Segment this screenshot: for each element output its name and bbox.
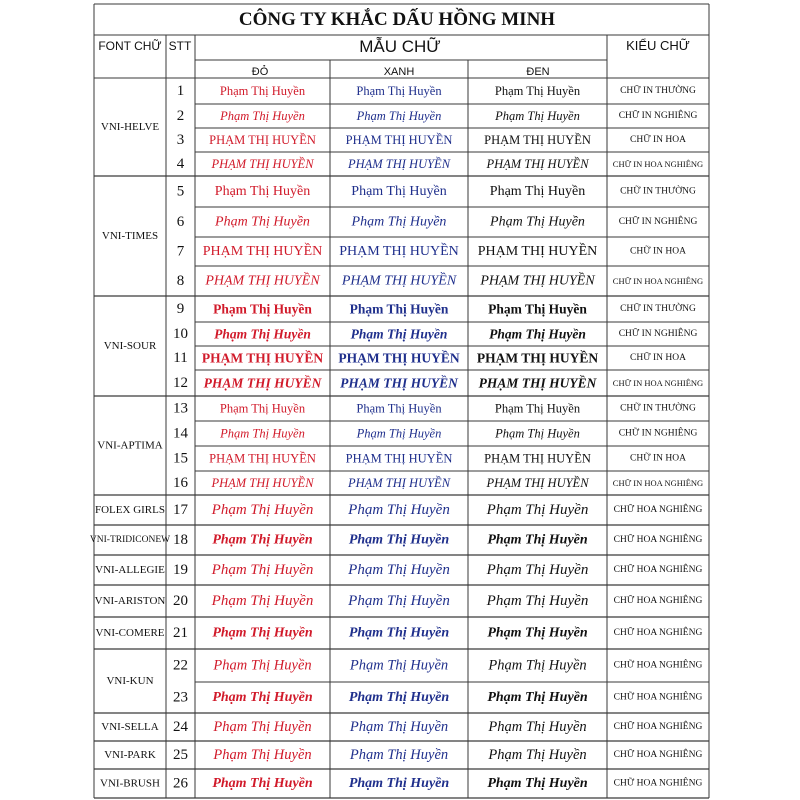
sample-blue: Phạm Thị Huyền xyxy=(349,747,449,763)
sample-red: Phạm Thị Huyền xyxy=(212,532,313,548)
sample-blue: Phạm Thị Huyền xyxy=(356,401,442,416)
font-name: VNI-SELLA xyxy=(101,721,159,733)
sample-blue: PHẠM THỊ HUYỀN xyxy=(347,157,451,171)
row-number: 12 xyxy=(173,375,188,391)
style-label: CHỮ IN HOA NGHIÊNG xyxy=(612,159,704,169)
sample-red: PHẠM THỊ HUYỀN xyxy=(211,476,314,490)
sample-black: Phạm Thị Huyền xyxy=(486,502,589,518)
row-number: 6 xyxy=(176,214,185,230)
row-number: 1 xyxy=(176,83,185,99)
sample-blue: Phạm Thị Huyền xyxy=(348,593,450,609)
sample-black: Phạm Thị Huyền xyxy=(487,532,588,548)
header-font: FONT CHỮ xyxy=(98,39,162,53)
style-label: CHỮ HOA NGHIÊNG xyxy=(613,778,703,789)
header-style: KIỂU CHỮ xyxy=(626,38,690,53)
style-label: CHỮ IN THƯỜNG xyxy=(620,304,696,314)
sample-black: Phạm Thị Huyền xyxy=(487,625,588,641)
sample-black: Phạm Thị Huyền xyxy=(486,562,589,578)
sample-blue: Phạm Thị Huyền xyxy=(356,84,442,98)
row-number: 10 xyxy=(173,326,188,342)
sample-blue: Phạm Thị Huyền xyxy=(349,657,449,674)
sample-black: Phạm Thị Huyền xyxy=(487,690,588,705)
style-label: CHỮ IN HOA xyxy=(630,246,686,257)
sample-blue: Phạm Thị Huyền xyxy=(349,301,449,317)
sample-red: Phạm Thị Huyền xyxy=(220,426,305,441)
style-label: CHỮ IN HOA xyxy=(630,135,686,145)
font-name: VNI-TRIDICONEW xyxy=(89,535,171,545)
header-black: ĐEN xyxy=(526,66,550,78)
sample-black: Phạm Thị Huyền xyxy=(489,184,586,199)
sample-red: Phạm Thị Huyền xyxy=(211,502,314,518)
sample-black: Phạm Thị Huyền xyxy=(495,109,580,123)
style-label: CHỮ IN NGHIÊNG xyxy=(618,111,698,121)
style-label: CHỮ HOA NGHIÊNG xyxy=(613,722,703,732)
sample-blue: PHẠM THỊ HUYỀN xyxy=(345,451,453,466)
row-number: 22 xyxy=(173,657,188,674)
style-label: CHỮ HOA NGHIÊNG xyxy=(613,628,703,638)
sample-red: PHẠM THỊ HUYỀN xyxy=(209,451,316,466)
sample-red: PHẠM THỊ HUYỀN xyxy=(209,133,316,147)
sample-black: Phạm Thị Huyền xyxy=(488,301,587,317)
style-label: CHỮ HOA NGHIÊNG xyxy=(613,565,703,575)
font-name: VNI-ALLEGIE xyxy=(95,564,165,576)
sample-red: PHẠM THỊ HUYỀN xyxy=(205,273,320,289)
sample-blue: Phạm Thị Huyền xyxy=(351,214,447,230)
sample-black: Phạm Thị Huyền xyxy=(488,657,587,674)
row-number: 2 xyxy=(176,108,185,124)
company-title: CÔNG TY KHẮC DẤU HỒNG MINH xyxy=(238,9,556,30)
row-number: 8 xyxy=(176,273,185,289)
style-label: CHỮ HOA NGHIÊNG xyxy=(613,596,703,606)
sample-black: Phạm Thị Huyền xyxy=(494,401,581,416)
sample-black: Phạm Thị Huyền xyxy=(488,719,587,735)
sample-blue: PHẠM THỊ HUYỀN xyxy=(347,476,451,490)
font-name: VNI-APTIMA xyxy=(97,439,163,452)
style-label: CHỮ HOA NGHIÊNG xyxy=(613,505,703,515)
style-label: CHỮ IN HOA NGHIÊNG xyxy=(612,478,704,488)
style-label: CHỮ IN HOA xyxy=(630,453,686,464)
row-number: 7 xyxy=(176,243,185,260)
sample-red: Phạm Thị Huyền xyxy=(213,747,312,763)
sample-black: Phạm Thị Huyền xyxy=(488,747,587,763)
sample-red: PHẠM THỊ HUYỀN xyxy=(201,350,324,366)
sample-blue: Phạm Thị Huyền xyxy=(348,625,450,641)
font-name: VNI-KUN xyxy=(106,675,154,687)
style-label: CHỮ IN HOA NGHIÊNG xyxy=(612,378,704,388)
header-red: ĐỎ xyxy=(251,66,269,78)
row-number: 17 xyxy=(173,502,188,518)
style-label: CHỮ HOA NGHIÊNG xyxy=(613,660,703,671)
sample-red: Phạm Thị Huyền xyxy=(212,625,313,641)
row-number: 24 xyxy=(173,719,188,735)
row-number: 13 xyxy=(173,400,188,417)
style-label: CHỮ IN HOA NGHIÊNG xyxy=(612,276,704,286)
sample-blue: Phạm Thị Huyền xyxy=(351,184,447,199)
style-label: CHỮ IN NGHIÊNG xyxy=(618,329,698,339)
style-label: CHỮ IN HOA xyxy=(630,353,686,363)
sample-black: PHẠM THỊ HUYỀN xyxy=(486,476,589,490)
row-number: 16 xyxy=(173,475,188,491)
sample-blue: Phạm Thị Huyền xyxy=(348,776,450,791)
sample-red: Phạm Thị Huyền xyxy=(211,562,314,578)
row-number: 18 xyxy=(173,532,188,548)
sample-blue: PHẠM THỊ HUYỀN xyxy=(339,244,459,259)
sample-red: Phạm Thị Huyền xyxy=(212,690,313,705)
row-number: 9 xyxy=(176,301,185,317)
row-number: 23 xyxy=(173,689,188,706)
row-number: 21 xyxy=(173,625,188,641)
sample-red: Phạm Thị Huyền xyxy=(219,84,306,98)
font-name: VNI-ARISTON xyxy=(94,595,166,607)
row-number: 14 xyxy=(173,425,188,442)
font-name: VNI-COMERE xyxy=(95,627,165,639)
sample-black: Phạm Thị Huyền xyxy=(486,593,589,609)
style-label: CHỮ IN THƯỜNG xyxy=(620,403,696,414)
sample-red: Phạm Thị Huyền xyxy=(212,776,313,791)
row-number: 26 xyxy=(173,775,188,792)
sample-black: PHẠM THỊ HUYỀN xyxy=(478,375,597,391)
row-number: 11 xyxy=(173,350,188,366)
sample-blue: Phạm Thị Huyền xyxy=(356,109,442,123)
sample-blue: PHẠM THỊ HUYỀN xyxy=(338,350,460,366)
font-name: VNI-HELVE xyxy=(100,121,160,133)
sample-red: PHẠM THỊ HUYỀN xyxy=(211,157,314,171)
header-stt: STT xyxy=(168,39,192,53)
sample-red: Phạm Thị Huyền xyxy=(215,214,310,230)
sample-black: Phạm Thị Huyền xyxy=(490,214,585,230)
font-name: VNI-TIMES xyxy=(101,230,159,242)
row-number: 19 xyxy=(173,562,188,578)
style-label: CHỮ IN NGHIÊNG xyxy=(618,428,698,439)
row-number: 20 xyxy=(173,593,188,609)
sample-black: Phạm Thị Huyền xyxy=(487,776,588,791)
style-label: CHỮ HOA NGHIÊNG xyxy=(613,692,703,703)
row-number: 5 xyxy=(176,183,185,200)
sample-red: PHẠM THỊ HUYỀN xyxy=(202,244,323,259)
sample-black: PHẠM THỊ HUYỀN xyxy=(477,244,598,259)
row-number: 25 xyxy=(173,747,188,763)
sample-black: PHẠM THỊ HUYỀN xyxy=(480,273,595,289)
sample-black: PHẠM THỊ HUYỀN xyxy=(476,350,599,366)
row-number: 3 xyxy=(176,132,185,148)
font-name: VNI-BRUSH xyxy=(100,777,160,790)
style-label: CHỮ IN NGHIÊNG xyxy=(618,217,698,227)
sample-black: PHẠM THỊ HUYỀN xyxy=(484,133,591,147)
sample-black: PHẠM THỊ HUYỀN xyxy=(484,451,591,466)
style-label: CHỮ IN THƯỜNG xyxy=(620,86,696,96)
style-label: CHỮ IN THƯỜNG xyxy=(620,186,696,197)
sample-red: Phạm Thị Huyền xyxy=(214,184,311,199)
row-number: 15 xyxy=(173,450,188,467)
sample-blue: Phạm Thị Huyền xyxy=(348,502,450,518)
header-blue: XANH xyxy=(383,66,415,78)
sample-blue: Phạm Thị Huyền xyxy=(356,426,442,441)
sample-blue: Phạm Thị Huyền xyxy=(348,532,450,548)
sample-red: Phạm Thị Huyền xyxy=(214,326,311,342)
sample-black: PHẠM THỊ HUYỀN xyxy=(486,157,589,171)
header-samples: MẪU CHỮ xyxy=(359,37,441,56)
font-name: VNI-PARK xyxy=(104,749,156,761)
sample-red: Phạm Thị Huyền xyxy=(219,401,306,416)
sample-blue: Phạm Thị Huyền xyxy=(350,326,448,342)
sample-blue: PHẠM THỊ HUYỀN xyxy=(341,273,457,289)
sample-blue: Phạm Thị Huyền xyxy=(348,562,450,578)
font-name: FOLEX GIRLS xyxy=(95,504,165,516)
sample-red: Phạm Thị Huyền xyxy=(220,109,305,123)
sample-blue: Phạm Thị Huyền xyxy=(349,719,449,735)
sample-black: Phạm Thị Huyền xyxy=(495,426,580,441)
sample-red: Phạm Thị Huyền xyxy=(213,719,312,735)
font-name: VNI-SOUR xyxy=(103,340,157,352)
sample-red: Phạm Thị Huyền xyxy=(213,657,312,674)
sample-blue: PHẠM THỊ HUYỀN xyxy=(345,133,453,147)
style-label: CHỮ HOA NGHIÊNG xyxy=(613,750,703,760)
sample-red: Phạm Thị Huyền xyxy=(213,301,312,317)
style-label: CHỮ HOA NGHIÊNG xyxy=(613,535,703,545)
sample-blue: PHẠM THỊ HUYỀN xyxy=(340,375,458,391)
sample-black: Phạm Thị Huyền xyxy=(489,326,586,342)
sample-blue: Phạm Thị Huyền xyxy=(348,690,450,705)
sample-red: Phạm Thị Huyền xyxy=(211,593,314,609)
sample-black: Phạm Thị Huyền xyxy=(494,84,581,98)
row-number: 4 xyxy=(176,156,185,172)
sample-red: PHẠM THỊ HUYỀN xyxy=(203,375,322,391)
